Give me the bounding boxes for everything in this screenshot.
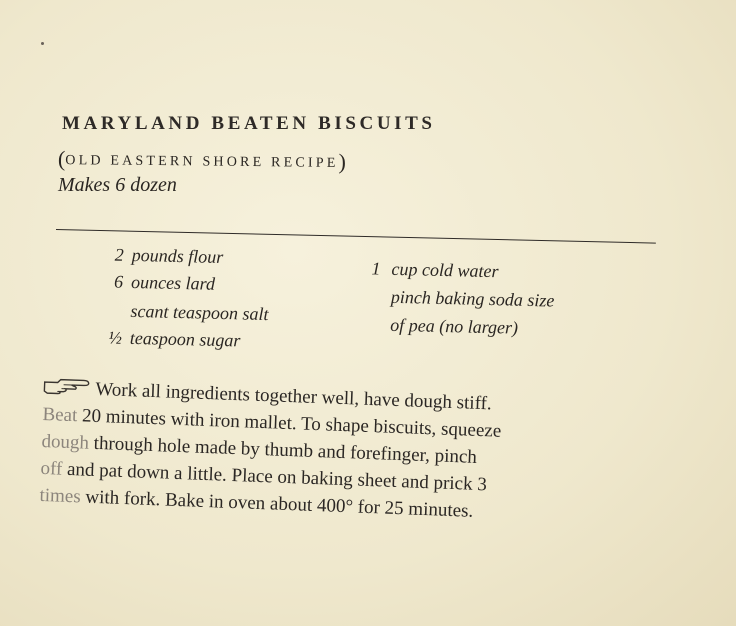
subtitle-text: OLD EASTERN SHORE RECIPE (65, 153, 339, 171)
ingredient-qty: 6 (113, 271, 124, 292)
ingredient-name: pinch baking soda size (390, 286, 555, 311)
recipe-yield: Makes 6 dozen (58, 174, 177, 196)
instruction-faded-word: times (39, 484, 82, 508)
recipe-title: MARYLAND BEATEN BISCUITS (62, 113, 436, 134)
ingredient-qty: 2 (114, 244, 124, 265)
ingredient-item (88, 300, 268, 325)
ingredient-item (391, 287, 555, 312)
pointing-hand-icon (43, 375, 90, 393)
ingredients-list (87, 244, 649, 369)
subtitle-close-paren: ) (338, 148, 346, 175)
ingredient-name: pounds flour (131, 244, 224, 268)
ingredient-qty (88, 316, 122, 317)
ingredient-item (88, 327, 241, 351)
ingredient-name: ounces lard (130, 271, 216, 294)
ingredient-name: cup cold water (391, 258, 499, 282)
ingredient-name: scant teaspoon salt (130, 300, 269, 325)
instruction-text: with fork. Bake in oven about 400° for 25 minutes. (80, 486, 474, 522)
subtitle-open-paren: ( (57, 146, 66, 172)
ingredient-qty: 1 (371, 258, 381, 279)
instruction-faded-word: off (40, 457, 63, 480)
ingredient-item (371, 258, 498, 282)
ingredient-item (390, 315, 518, 339)
instruction-text: through hole made by thumb and forefinger, pinch (88, 432, 478, 468)
ingredient-item (89, 271, 215, 295)
instruction-text: 20 minutes with iron mallet. To shape biscuits, squeeze (76, 405, 502, 442)
paper-speck (41, 42, 44, 45)
instruction-faded-word: Beat (42, 403, 78, 427)
instruction-faded-word: dough (41, 430, 90, 454)
section-divider (56, 229, 656, 244)
instructions-paragraph (39, 374, 684, 532)
ingredient-name: of pea (no larger) (390, 314, 519, 338)
ingredient-item (90, 244, 224, 268)
ingredient-name: teaspoon sugar (129, 327, 241, 351)
instruction-text: Work all ingredients together well, have dough stiff. (95, 378, 493, 415)
recipe-subtitle (58, 146, 346, 175)
ingredient-qty: ½ (108, 327, 123, 348)
instruction-text: and pat down a little. Place on baking sheet and prick 3 (61, 458, 488, 496)
